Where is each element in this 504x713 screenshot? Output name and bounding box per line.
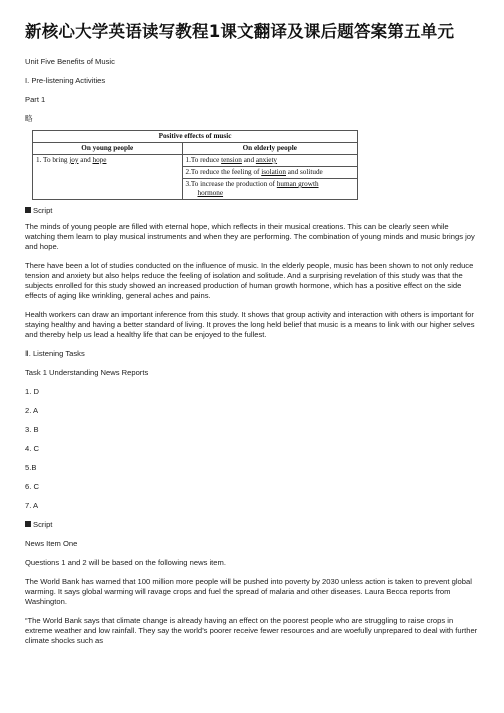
- section-heading-2: Ⅱ. Listening Tasks: [25, 349, 85, 358]
- table-header-elderly: On elderly people: [182, 143, 358, 155]
- answer-item: 5.B: [25, 463, 37, 472]
- answer-item: 1. D: [25, 387, 39, 396]
- news-item-heading: News Item One: [25, 539, 78, 548]
- answer-item: 3. B: [25, 425, 39, 434]
- answer-item: 6. C: [25, 482, 39, 491]
- square-bullet-icon: [25, 521, 31, 527]
- table-caption: Positive effects of music: [33, 131, 358, 143]
- square-bullet-icon: [25, 207, 31, 213]
- effects-table: [32, 130, 358, 200]
- unit-heading: Unit Five Benefits of Music: [25, 57, 115, 66]
- omit-note: 略: [25, 114, 33, 123]
- paragraph-4: The World Bank has warned that 100 million more people will be pushed into poverty by 2030 unless action is taken to prevent global warming. It says global warming will ravage crops and fuel the spread of malaria and other diseases. Laura Becca reports from Washington.: [25, 577, 472, 606]
- paragraph-1: The minds of young people are filled with eternal hope, which reflects in their musical creations. This can be clearly seen while watching them learn to play musical instruments and when they are performing. The combination of young minds and music brings joy and hope.: [25, 222, 475, 251]
- table-cell-young: 1. To bring joy and hope: [33, 155, 183, 200]
- answer-item: 4. C: [25, 444, 39, 453]
- table-cell-elderly-1: 1.To reduce tension and anxiety: [182, 155, 358, 167]
- table-header-young: On young people: [33, 143, 183, 155]
- page-title: 新核心大学英语读写教程1课文翻译及课后题答案第五单元: [25, 22, 455, 41]
- section-heading-1: I. Pre-listening Activities: [25, 76, 106, 85]
- paragraph-5: “The World Bank says that climate change is already having an effect on the poorest people who are struggling to raise crops in extreme weather and low rainfall. They say the world’s poorer receive fewer resources and are woefully unprepared to deal with further climate shocks such as: [25, 616, 478, 645]
- script-label-2: Script: [25, 520, 479, 530]
- answer-item: 2. A: [25, 406, 39, 415]
- part-label: Part 1: [25, 95, 46, 104]
- questions-note: Questions 1 and 2 will be based on the following news item.: [25, 558, 226, 567]
- table-cell-elderly-3: 3.To increase the production of human growth hormone: [182, 179, 358, 200]
- script-label: Script: [25, 206, 479, 216]
- paragraph-3: Health workers can draw an important inference from this study. It shows that group activity and interaction with others is important for staying healthy and having a better standard of living. It proves the long held belief that music is a means to link with our higher selves and thereby help us lead a healthy life that can be enjoyed to the fullest.: [25, 310, 475, 339]
- paragraph-2: There have been a lot of studies conducted on the influence of music. In the elderly people, music has been shown to not only reduce tension and anxiety but also helps reduce the feeling of isolation and solitude. And a surprising revelation of this study was that the subjects enrolled for this study showed an increased production of human growth hormone, which has a positive effect on the side effects of aging like wrinkling, general aches and pains.: [25, 261, 474, 300]
- answer-item: 7. A: [25, 501, 39, 510]
- task-heading: Task 1 Understanding News Reports: [25, 368, 149, 377]
- table-cell-elderly-2: 2.To reduce the feeling of isolation and solitude: [182, 167, 358, 179]
